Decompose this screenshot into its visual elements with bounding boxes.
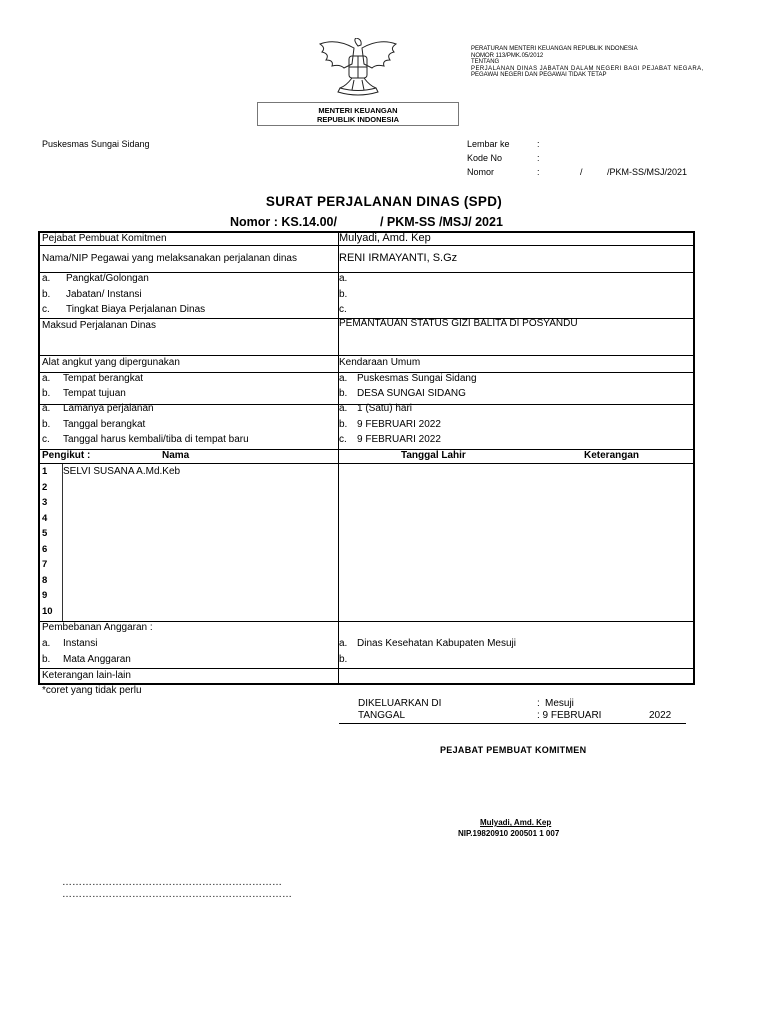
- tgl-berangkat-label: Tanggal berangkat: [63, 419, 146, 430]
- nomor-slash: /: [580, 167, 583, 177]
- pengikut-number: 7: [42, 559, 48, 570]
- item-marker: a.: [42, 638, 51, 649]
- document-number-right: / PKM-SS /MSJ/ 2021: [379, 215, 503, 229]
- document-title: SURAT PERJALANAN DINAS (SPD): [265, 194, 503, 209]
- tanggal-value: : 9 FEBRUARI: [537, 710, 602, 721]
- regulation-header: [471, 46, 704, 79]
- alat-label: Alat angkut yang dipergunakan: [42, 357, 180, 368]
- pengikut-number: 4: [42, 513, 48, 524]
- nomor-label: Nomor: [467, 167, 495, 177]
- maksud-value: PEMANTAUAN STATUS GIZI BALITA DI POSYANDU: [339, 318, 578, 329]
- tempat-tujuan-value: DESA SUNGAI SIDANG: [357, 388, 466, 399]
- signature-name: Mulyadi, Amd. Kep: [480, 818, 552, 827]
- footnote: *coret yang tidak perlu: [42, 685, 142, 696]
- regulation-line: PERJALANAN DINAS JABATAN DALAM NEGERI BAGI PEJABAT NEGARA,: [471, 65, 704, 72]
- tempat-berangkat-label: Tempat berangkat: [63, 373, 144, 384]
- kode-label: Kode No: [467, 153, 503, 163]
- item-marker: a.: [339, 373, 348, 384]
- pengikut-number: 8: [42, 575, 48, 586]
- jabatan-label: Jabatan/ Instansi: [66, 289, 142, 300]
- maksud-label: Maksud Perjalanan Dinas: [42, 320, 156, 331]
- item-marker: a.: [339, 638, 348, 649]
- signature-nip: NIP.19820910 200501 1 007: [458, 829, 560, 838]
- dotted-line: …………………………………………………………: [62, 877, 282, 888]
- institution-name: Puskesmas Sungai Sidang: [42, 139, 150, 149]
- tempat-berangkat-value: Puskesmas Sungai Sidang: [357, 373, 477, 384]
- tgl-berangkat-value: 9 FEBRUARI 2022: [357, 419, 441, 430]
- ministry-line1: MENTERI KEUANGAN: [318, 106, 398, 115]
- regulation-line: TENTANG: [471, 59, 500, 65]
- item-marker: c.: [42, 304, 50, 315]
- item-marker: c.: [339, 434, 347, 445]
- item-marker: a.: [42, 273, 51, 284]
- keterangan-label: Keterangan lain-lain: [42, 670, 131, 681]
- pengikut-number: 9: [42, 590, 48, 601]
- garuda-emblem: [316, 38, 400, 100]
- item-marker: c.: [339, 304, 347, 315]
- pengikut-number: 6: [42, 544, 48, 555]
- pegawai-value: RENI IRMAYANTI, S.Gz: [339, 252, 458, 264]
- signature-title: PEJABAT PEMBUAT KOMITMEN: [440, 745, 587, 755]
- item-marker: a.: [42, 403, 51, 414]
- regulation-line: NOMOR 113/PMK.05/2012: [471, 52, 544, 59]
- alat-value: Kendaraan Umum: [339, 357, 421, 368]
- dotted-line: ……………………………………………………………: [62, 889, 292, 900]
- tgl-kembali-label: Tanggal harus kembali/tiba di tempat baru: [63, 434, 249, 445]
- regulation-line: PERATURAN MENTERI KEUANGAN REPUBLIK INDONESIA: [471, 46, 638, 52]
- kode-colon: :: [537, 153, 540, 163]
- document-number-left: Nomor : KS.14.00/: [230, 215, 337, 229]
- anggaran-label: Pembebanan Anggaran :: [42, 622, 153, 633]
- pengikut-label: Pengikut :: [42, 450, 91, 461]
- pegawai-label: Nama/NIP Pegawai yang melaksanakan perjalanan dinas: [42, 253, 297, 264]
- pengikut-col-keterangan: Keterangan: [584, 450, 640, 461]
- tingkat-label: Tingkat Biaya Perjalanan Dinas: [66, 304, 206, 315]
- document-number: [230, 215, 503, 229]
- item-marker: a.: [339, 403, 348, 414]
- item-marker: b.: [339, 419, 348, 430]
- item-marker: b.: [42, 654, 51, 665]
- dikeluarkan-label: DIKELUARKAN DI: [358, 698, 442, 709]
- lembar-label: Lembar ke: [467, 139, 510, 149]
- instansi-label: Instansi: [63, 638, 98, 649]
- ministry-line2: REPUBLIK INDONESIA: [316, 115, 400, 124]
- pengikut-col-nama: Nama: [162, 450, 190, 461]
- nomor-colon: :: [537, 167, 540, 177]
- dikeluarkan-colon: :: [537, 698, 540, 709]
- item-marker: b.: [42, 289, 51, 300]
- pangkat-label: Pangkat/Golongan: [66, 273, 149, 284]
- lembar-colon: :: [537, 139, 540, 149]
- pengikut-number: 2: [42, 482, 48, 493]
- regulation-line: PEGAWAI NEGERI DAN PEGAWAI TIDAK TETAP: [471, 72, 607, 78]
- tanggal-year: 2022: [649, 710, 672, 721]
- pengikut-name-divider: [62, 463, 63, 621]
- lamanya-value: 1 (Satu) hari: [357, 403, 413, 414]
- pengikut-number: 1: [42, 466, 48, 477]
- item-marker: b.: [339, 654, 348, 665]
- item-marker: c.: [42, 434, 50, 445]
- tempat-tujuan-label: Tempat tujuan: [63, 388, 126, 399]
- item-marker: b.: [339, 388, 348, 399]
- dikeluarkan-value: Mesuji: [545, 698, 574, 709]
- tanggal-label: TANGGAL: [358, 710, 406, 721]
- pengikut-number: 5: [42, 528, 48, 539]
- ministry-box: [257, 102, 459, 126]
- mata-anggaran-label: Mata Anggaran: [63, 654, 131, 665]
- tgl-kembali-value: 9 FEBRUARI 2022: [357, 434, 441, 445]
- item-marker: a.: [339, 273, 348, 284]
- pengikut-name: SELVI SUSANA A.Md.Keb: [63, 466, 181, 477]
- item-marker: a.: [42, 373, 51, 384]
- ppk-label: Pejabat Pembuat Komitmen: [42, 233, 167, 244]
- item-marker: b.: [42, 419, 51, 430]
- instansi-value: Dinas Kesehatan Kabupaten Mesuji: [357, 638, 516, 649]
- item-marker: b.: [42, 388, 51, 399]
- pengikut-number: 10: [42, 606, 53, 617]
- item-marker: b.: [339, 289, 348, 300]
- pengikut-number: 3: [42, 497, 48, 508]
- nomor-value: /PKM-SS/MSJ/2021: [607, 167, 688, 177]
- issued-underline: [339, 723, 686, 724]
- lamanya-label: Lamanya perjalanan: [63, 403, 154, 414]
- ppk-value: Mulyadi, Amd. Kep: [339, 232, 431, 244]
- pengikut-col-tanggal-lahir: Tanggal Lahir: [401, 450, 466, 461]
